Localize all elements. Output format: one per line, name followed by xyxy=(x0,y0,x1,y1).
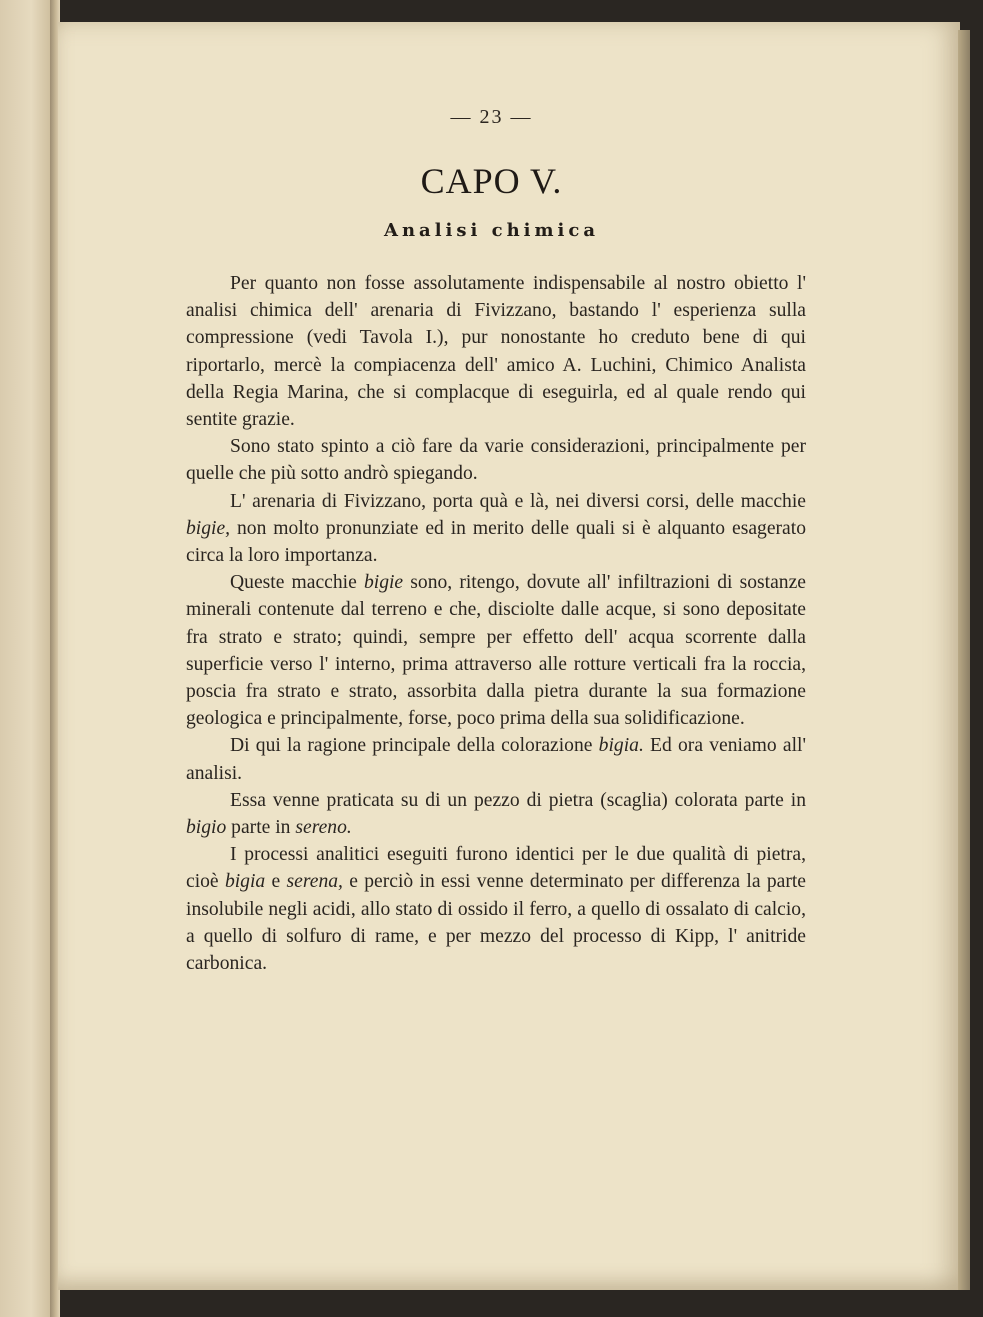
chapter-title: CAPO V. xyxy=(420,161,563,201)
p6-italic-sereno: sereno. xyxy=(295,817,352,839)
body-text xyxy=(186,270,806,977)
p3-text-a: L' arenaria di Fivizzano, porta quà e là, nei diversi corsi, delle macchie xyxy=(230,490,806,512)
section-title: Analisi chimica xyxy=(383,220,600,241)
p5-text-b: Ed ora veniamo all' analisi. xyxy=(186,735,806,784)
p7-text-b: e xyxy=(265,871,287,893)
p4-text-b: sono, ritengo, dovute all' infiltrazioni di sostanze minerali contenute dal terreno e che, disciolte dalle acque, si sono depositate fra strato e strato; quindi, sempre per effetto dell' acqua scorrente dalla superficie verso l' interno, prima attraverso alle rotture verticali fra la roccia, poscia fra strato e strato, assorbita dalla pietra durante la sua formazione geologica e principalmente, forse, poco prima della sua solidificazione. xyxy=(186,572,806,730)
p5-text-a: Di qui la ragione principale della colorazione xyxy=(230,735,599,757)
paragraph-6 xyxy=(186,787,806,841)
p7-text-a: I processi analitici eseguiti furono identici per le due qualità di pietra, cioè xyxy=(186,844,806,893)
p2-text: Sono stato spinto a ciò fare da varie considerazioni, principalmente per quelle che più sotto andrò spiegando. xyxy=(186,436,806,485)
p6-text-b: parte in xyxy=(226,817,296,839)
p3-italic-bigie: bigie, xyxy=(186,517,231,539)
p4-italic-bigie: bigie xyxy=(363,572,404,594)
page-number: — 23 — xyxy=(450,106,533,128)
p6-italic-bigio: bigio xyxy=(186,817,227,839)
p3-text-b: non molto pronunziate ed in merito delle quali si è alquanto esagerato circa la loro importanza. xyxy=(186,517,806,567)
p6-text-a: Essa venne praticata su di un pezzo di pietra (scaglia) colorata parte in xyxy=(230,789,806,811)
page-stack-edge xyxy=(958,30,970,1290)
p4-text-a: Queste macchie xyxy=(230,572,364,594)
p1-text: Per quanto non fosse assolutamente indispensabile al nostro obietto l' analisi chimica dell' arenaria di Fivizzano, bastando l' esperienza sulla compressione (vedi Tavola I.), pur nonostante ho creduto bene di qui riportarlo, mercè la compiacenza dell' amico A. Luchini, Chimico Analista della Regia Marina, che si complacque di eseguirla, ed al quale rendo qui sentite grazie. xyxy=(186,273,806,431)
paragraph-7 xyxy=(186,841,806,977)
paragraph-2 xyxy=(186,433,806,487)
p7-italic-bigia: bigia xyxy=(224,871,266,893)
paragraph-4 xyxy=(186,569,806,732)
p7-text-c: e perciò in essi venne determinato per differenza la parte insolubile negli acidi, allo stato di ossido il ferro, a quello di ossalato di calcio, a quello di solfuro di rame, e per mezzo del processo di Kipp, l' anitride carbonica. xyxy=(186,871,806,975)
p5-italic-bigia: bigia. xyxy=(598,735,644,757)
paragraph-5 xyxy=(186,732,806,786)
paragraph-3 xyxy=(186,488,806,570)
paragraph-1 xyxy=(186,270,806,433)
p7-italic-serena: serena, xyxy=(286,871,343,893)
